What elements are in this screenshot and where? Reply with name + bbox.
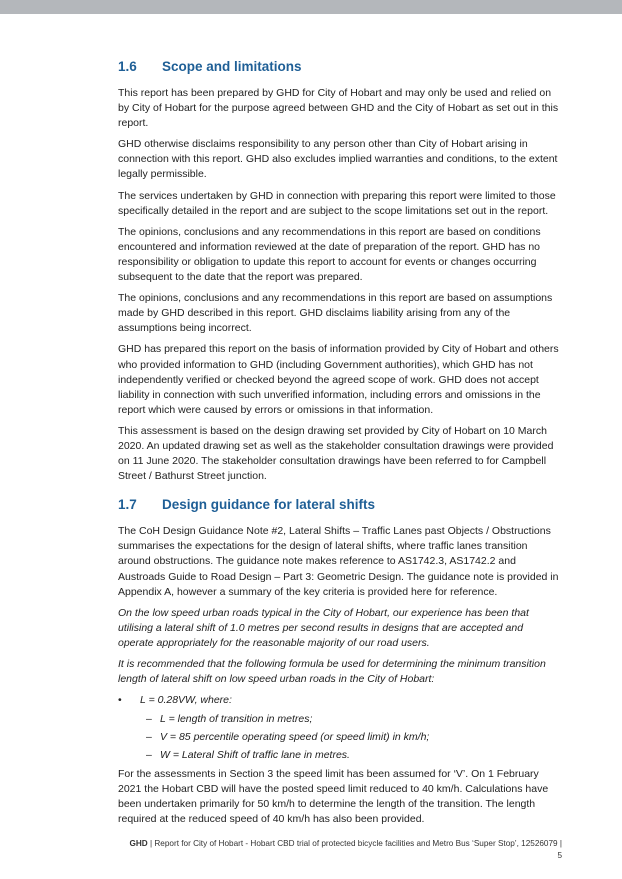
definition-item: – W = Lateral Shift of traffic lane in metres.: [118, 748, 560, 763]
paragraph: The opinions, conclusions and any recommendations in this report are based on assumptions made by GHD described in this report. GHD disclaims liability arising from any of the assumptions being incorrect.: [118, 292, 553, 335]
paragraph: This assessment is based on the design drawing set provided by City of Hobart on 10 March 2020. An updated drawing set as well as the stakeholder consultation drawings were provided on 11 June 2020. The stakeholder consultation drawings have been referred to for Campbell Street / Bathurst Street junction.: [118, 424, 554, 483]
paragraph: For the assessments in Section 3 the speed limit has been assumed for ‘V’. On 1 February 2021 the Hobart CBD will have the posted speed limit reduced to 40 km/h. Calculations have been undertaken primarily for 50 km/h to determine the length of the transition. The length required at the reduced speed of 40 km/h has also been provided.: [118, 767, 549, 825]
paragraph: The opinions, conclusions and any recommendations in this report are based on conditions encountered and information reviewed at the date of preparation of the report. GHD has no responsibility or obligation to update this report to account for events or changes occurring subsequent to the date that the report was prepared.: [118, 225, 541, 284]
dash-icon: –: [146, 749, 152, 762]
page-footer: [100, 838, 562, 862]
formula-bullet: • L = 0.28VW, where:: [118, 693, 560, 708]
section-heading-1-7: 1.7 Design guidance for lateral shifts: [118, 497, 376, 513]
paragraph: The CoH Design Guidance Note #2, Lateral Shifts – Traffic Lanes past Objects / Obstructions summarises the expectations for the design of lateral shifts, where traffic lanes transition around obstructions. The guidance note makes reference to AS1742.3, AS1742.2 and Austroads Guide to Road Design – Part 3: Geometric Design. The guidance note is provided in Appendix A, however a summary of the key criteria is provided here for reference.: [118, 525, 559, 598]
paragraph: The services undertaken by GHD in connection with preparing this report were limited to those specifically detailed in the report and are subject to the scope limitations set out in the report.: [118, 189, 556, 217]
dash-icon: –: [146, 713, 152, 726]
paragraph: GHD has prepared this report on the basis of information provided by City of Hobart and others who provided information to GHD (including Government authorities), which GHD has not independently verified or checked beyond the agreed scope of work. GHD does not accept liability in connection with such unverified information, including errors and omissions in the report which were caused by errors or omissions in that information.: [118, 343, 559, 416]
italic-paragraph: On the low speed urban roads typical in the City of Hobart, our experience has been that utilising a lateral shift of 1.0 metres per second results in designs that are accepted and operate appropriately for the reasonable majority of our road users.: [118, 606, 529, 649]
dash-icon: –: [146, 731, 152, 744]
paragraph: GHD otherwise disclaims responsibility to any person other than City of Hobart arising in connection with this report. GHD also excludes implied warranties and conditions, to the extent legally permissible.: [118, 138, 558, 181]
top-header-bar: [0, 0, 622, 14]
bullet-icon: •: [118, 694, 122, 707]
italic-paragraph: It is recommended that the following formula be used for determining the minimum transition length of lateral shift on low speed urban roads in the City of Hobart:: [118, 658, 546, 686]
section-heading-1-6: 1.6 Scope and limitations: [118, 59, 302, 74]
definition-item: – L = length of transition in metres;: [118, 712, 560, 727]
page-number: 5: [557, 851, 562, 860]
paragraph: This report has been prepared by GHD for City of Hobart and may only be used and relied on by City of Hobart for the purpose agreed between GHD and the City of Hobart as set out in this report.: [118, 87, 559, 130]
definition-item: – V = 85 percentile operating speed (or speed limit) in km/h;: [118, 730, 560, 745]
page-content: [118, 58, 560, 833]
footer-text: GHD | Report for City of Hobart - Hobart CBD trial of protected bicycle facilities and Metro Bus ‘Super Stop’, 12526079 |: [129, 839, 562, 848]
